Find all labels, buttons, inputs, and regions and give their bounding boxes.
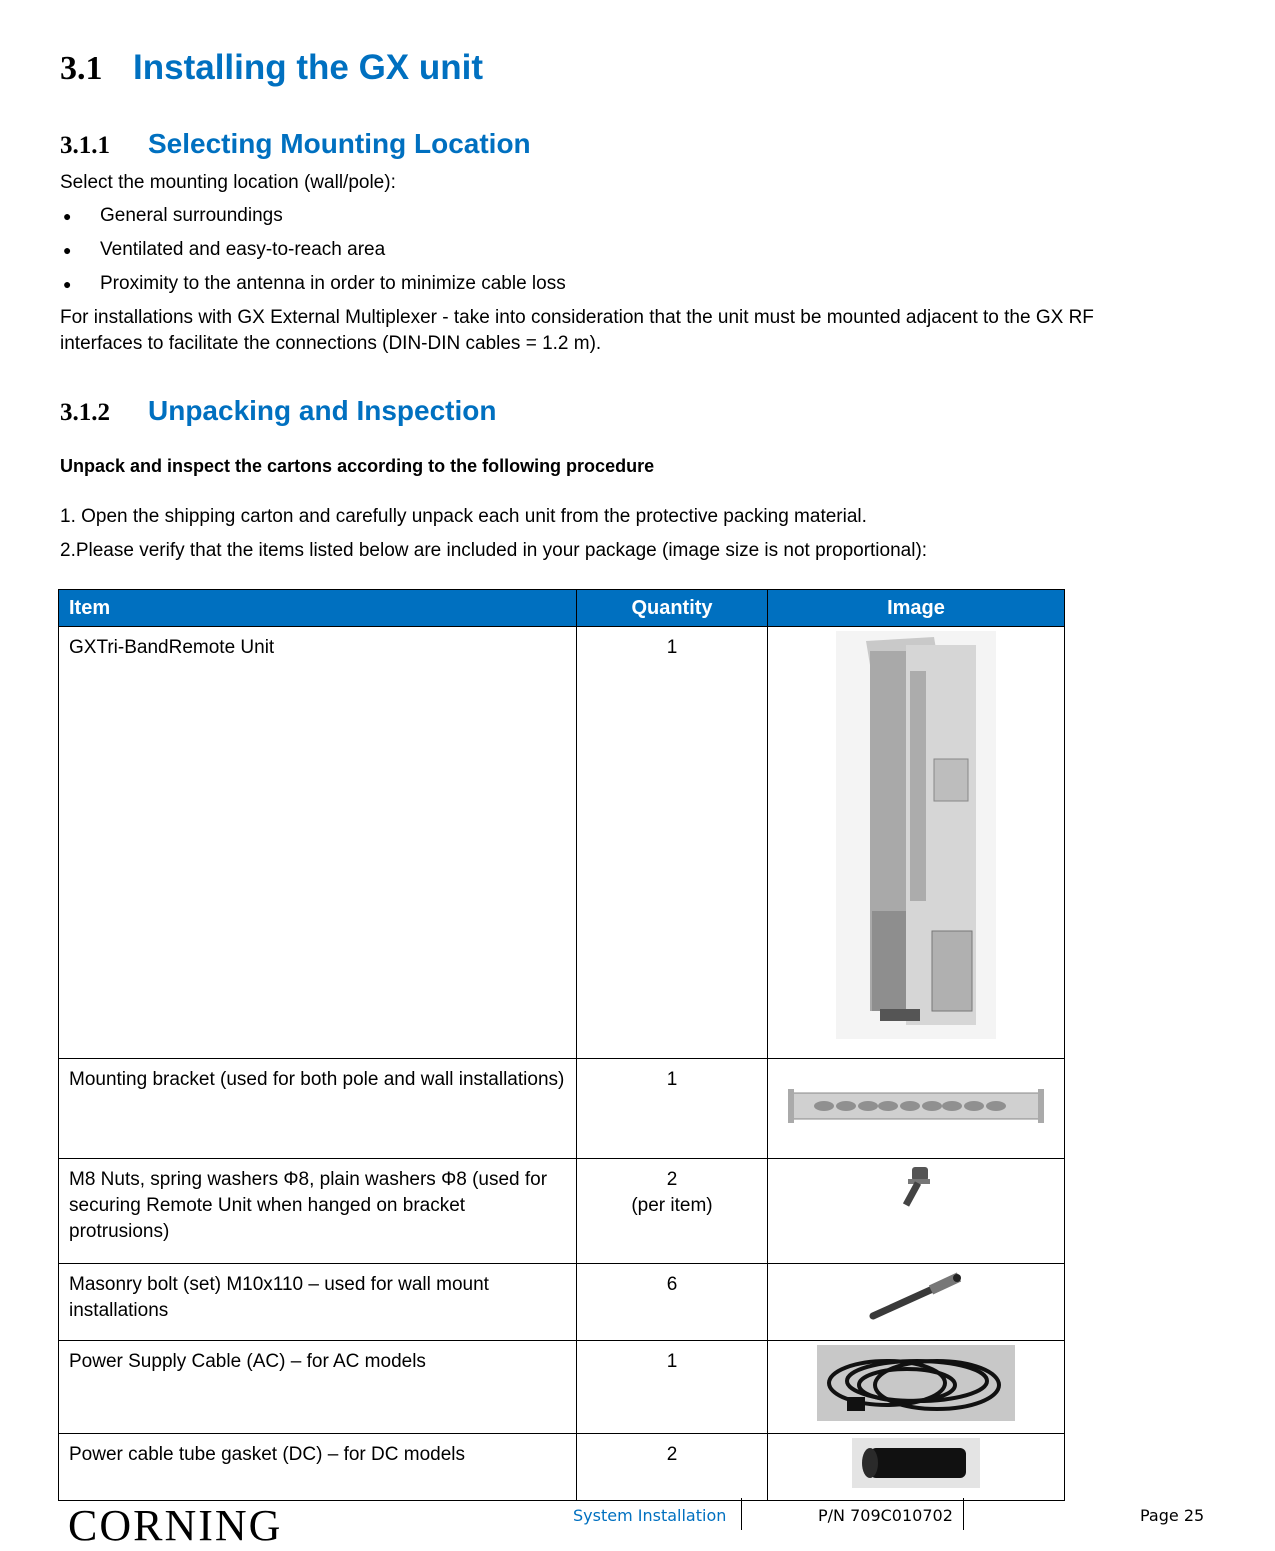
item-cell: Mounting bracket (used for both pole and wall installations) <box>59 1059 577 1159</box>
footer-part-number: P/N 709C010702 <box>818 1506 953 1525</box>
table-row <box>59 1264 1065 1341</box>
footer-page-number: Page 25 <box>1140 1506 1205 1525</box>
package-contents-table <box>58 589 1065 1501</box>
corning-logo: CORNING <box>68 1501 283 1550</box>
table-row <box>59 1434 1065 1501</box>
bullet-icon: ● <box>63 208 72 224</box>
quantity-cell: 1 <box>577 1341 768 1434</box>
bullet-icon: ● <box>63 276 72 292</box>
bullet-icon: ● <box>63 242 72 258</box>
table-row <box>59 1159 1065 1264</box>
image-cell <box>768 1159 1065 1264</box>
quantity-cell: 2 <box>577 1434 768 1501</box>
power-cable-image <box>817 1345 1015 1421</box>
image-cell <box>768 1264 1065 1341</box>
image-cell <box>768 1059 1065 1159</box>
section-title: Installing the GX unit <box>133 48 483 87</box>
footer-divider <box>963 1498 964 1530</box>
footer-divider <box>741 1498 742 1530</box>
list-item: ● Proximity to the antenna in order to minimize cable loss <box>60 270 566 304</box>
subsection-title: Unpacking and Inspection <box>148 395 497 426</box>
multiplexer-note: For installations with GX External Multiplexer - take into consideration that the unit must be mounted adjacent to the GX RF interfaces to facilitate the connections (DIN-DIN cables = 1.2 m). <box>60 307 1094 354</box>
page-footer <box>0 1496 1275 1548</box>
quantity-cell: 1 <box>577 627 768 1059</box>
subsection-number: 3.1.2 <box>60 399 110 426</box>
quantity-cell: 1 <box>577 1059 768 1159</box>
mounting-intro: Select the mounting location (wall/pole): <box>60 172 396 193</box>
table-row <box>59 1341 1065 1434</box>
section-number: 3.1 <box>60 50 103 87</box>
subsection-heading-2 <box>60 395 496 427</box>
procedure-step-1: 1. Open the shipping carton and carefully unpack each unit from the protective packing material. <box>60 506 867 527</box>
section-heading <box>60 48 483 88</box>
item-cell: Power Supply Cable (AC) – for AC models <box>59 1341 577 1434</box>
list-item: ● General surroundings <box>60 202 566 236</box>
column-header-image: Image <box>768 590 1065 627</box>
item-cell: Power cable tube gasket (DC) – for DC models <box>59 1434 577 1501</box>
quantity-cell: 2 (per item) <box>577 1159 768 1264</box>
table-row <box>59 627 1065 1059</box>
image-cell <box>768 627 1065 1059</box>
item-cell: Masonry bolt (set) M10x110 – used for wall mount installations <box>59 1264 577 1341</box>
column-header-item: Item <box>59 590 577 627</box>
item-cell: GXTri-BandRemote Unit <box>59 627 577 1059</box>
quantity-cell: 6 <box>577 1264 768 1341</box>
nut-washer-image <box>886 1163 946 1213</box>
image-cell <box>768 1341 1065 1434</box>
subsection-title: Selecting Mounting Location <box>148 128 531 159</box>
column-header-quantity: Quantity <box>577 590 768 627</box>
subsection-heading-1 <box>60 128 531 160</box>
procedure-intro: Unpack and inspect the cartons according to the following procedure <box>60 456 655 476</box>
table-row <box>59 1059 1065 1159</box>
item-cell: M8 Nuts, spring washers Φ8, plain washers Φ8 (used for securing Remote Unit when hanged on bracket protrusions) <box>59 1159 577 1264</box>
image-cell <box>768 1434 1065 1501</box>
mounting-bracket-image <box>784 1063 1048 1133</box>
list-item: ● Ventilated and easy-to-reach area <box>60 236 566 270</box>
tube-gasket-image <box>852 1438 980 1488</box>
table-header-row <box>59 590 1065 627</box>
footer-section: System Installation <box>573 1506 727 1525</box>
masonry-bolt-image <box>861 1268 971 1328</box>
mounting-criteria-list <box>60 202 566 304</box>
remote-unit-image <box>836 631 996 1039</box>
procedure-step-2: 2.Please verify that the items listed below are included in your package (image size is not proportional): <box>60 540 928 561</box>
subsection-number: 3.1.1 <box>60 132 110 159</box>
